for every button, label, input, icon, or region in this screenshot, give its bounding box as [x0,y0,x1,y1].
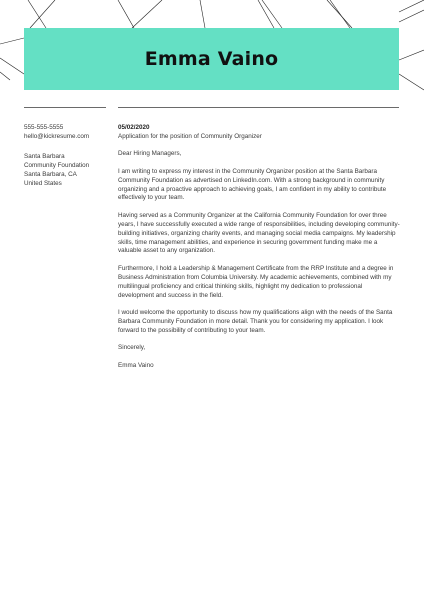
letter-date: 05/02/2020 [118,124,150,131]
letter-subject: Application for the position of Community Organizer [118,132,262,140]
header-band [24,28,399,90]
letter-paragraph: I would welcome the opportunity to discuss how my qualifications align with the needs of the Santa Barbara Community Foundation in more detail. Thank you for considering my application. I look forward to the possibility of contributing to your team. [118,309,393,334]
letter-body [118,124,400,379]
recipient-line-1: Santa Barbara [24,152,65,160]
recipient-line-2: Community Foundation [24,161,90,169]
contact-sidebar [24,124,114,188]
main-divider [118,107,399,108]
letter-greeting: Dear Hiring Managers, [118,150,182,158]
applicant-name: Emma Vaino [144,48,279,70]
letter-paragraph: Furthermore, I hold a Leadership & Management Certificate from the RRP Institute and a degree in Business Administration from Columbia University. My academic achievements, combined with my multilingual proficiency and critical thinking skills, highlight my dedication to professional development and success in the field. [118,264,394,299]
letter-closing: Sincerely, [118,344,146,352]
letter-paragraph: Having served as a Community Organizer at the California Community Foundation for over three years, I have successfully executed a wide range of responsibilities, including developing community-building initiatives, organizing charity events, and managing social media campaigns. My leadership skills, time management abilities, and experience in securing government funding make me a valuable asset to any organization. [118,211,400,255]
recipient-line-3: Santa Barbara, CA [24,170,77,178]
email-address: hello@kickresume.com [24,132,90,140]
letter-paragraph: I am writing to express my interest in the Community Organizer position at the Santa Barbara Community Foundation as advertised on LinkedIn.com. With a strong background in community organizing and a proactive approach to achieving goals, I am confident in my ability to contribute effectively to your team. [118,167,387,202]
phone-number: 555-555-5555 [24,124,64,131]
letter-signature: Emma Vaino [118,361,154,369]
recipient-line-4: United States [24,179,62,187]
sidebar-divider [24,107,106,108]
